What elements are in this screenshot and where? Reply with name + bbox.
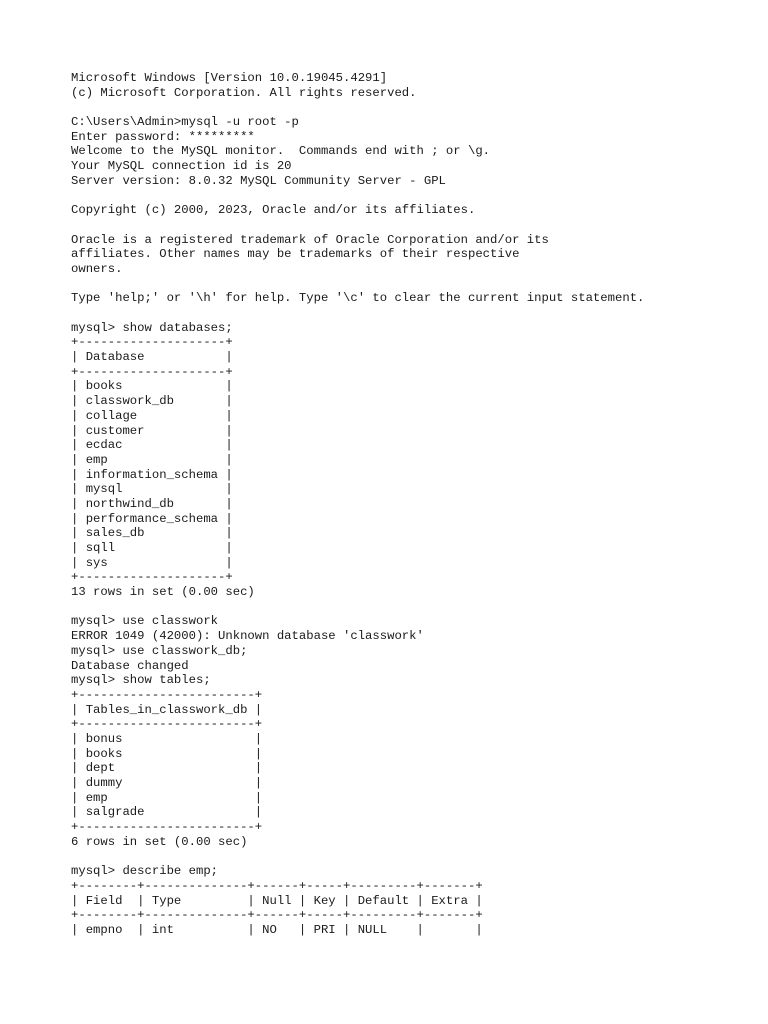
terminal-output — [71, 71, 644, 938]
terminal-line: owners. — [71, 261, 123, 276]
terminal-line: | classwork_db | — [71, 394, 233, 409]
terminal-line: | performance_schema | — [71, 511, 233, 526]
terminal-line: | sys | — [71, 555, 233, 570]
terminal-line: +--------+--------------+------+-----+---------+-------+ — [71, 878, 483, 893]
terminal-line: C:\Users\Admin>mysql -u root -p — [71, 115, 299, 130]
terminal-line: | bonus | — [71, 731, 263, 746]
terminal-line: | dummy | — [71, 776, 263, 790]
terminal-line: (c) Microsoft Corporation. All rights reserved. — [71, 85, 417, 100]
terminal-line: Microsoft Windows [Version 10.0.19045.4291] — [71, 71, 388, 85]
terminal-line — [71, 600, 644, 615]
terminal-line: | sales_db | — [71, 526, 233, 541]
terminal-line: mysql> show databases; — [71, 320, 233, 335]
terminal-line: 13 rows in set (0.00 sec) — [71, 585, 255, 600]
terminal-line: Enter password: ********* — [71, 129, 255, 144]
terminal-line: mysql> use classwork_db; — [71, 643, 248, 658]
terminal-line: | emp | — [71, 452, 233, 467]
terminal-line: Type 'help;' or '\h' for help. Type '\c' to clear the current input statement. — [71, 291, 645, 306]
terminal-line: ERROR 1049 (42000): Unknown database 'classwork' — [71, 629, 424, 644]
terminal-line: +--------------------+ — [71, 364, 233, 379]
terminal-line: +------------------------+ — [71, 820, 263, 835]
terminal-line: +--------------------+ — [71, 570, 233, 585]
terminal-line: | customer | — [71, 423, 233, 438]
terminal-line: | mysql | — [71, 482, 233, 497]
terminal-line: mysql> use classwork — [71, 614, 219, 629]
terminal-line: mysql> describe emp; — [71, 864, 219, 879]
terminal-line: | Tables_in_classwork_db | — [71, 702, 263, 717]
terminal-line: | books | — [71, 379, 233, 394]
terminal-line — [71, 277, 644, 292]
terminal-line: +--------+--------------+------+-----+---------+-------+ — [71, 908, 483, 923]
terminal-line — [71, 189, 644, 204]
terminal-line: Server version: 8.0.32 MySQL Community Server - GPL — [71, 173, 446, 188]
terminal-line — [71, 100, 644, 115]
terminal-line: mysql> show tables; — [71, 673, 211, 688]
terminal-line: affiliates. Other names may be trademarks of their respective — [71, 247, 520, 262]
terminal-line: +------------------------+ — [71, 717, 263, 732]
terminal-line: Database changed — [71, 658, 189, 673]
terminal-line: | salgrade | — [71, 805, 263, 820]
terminal-line: | Field | Type | Null | Key | Default | Extra | — [71, 893, 483, 908]
terminal-line: | emp | — [71, 790, 263, 805]
terminal-line: | information_schema | — [71, 467, 233, 482]
terminal-line: | Database | — [71, 350, 233, 365]
terminal-line — [71, 218, 644, 233]
terminal-line: | ecdac | — [71, 438, 233, 453]
terminal-line: Your MySQL connection id is 20 — [71, 159, 292, 174]
terminal-line: | empno | int | NO | PRI | NULL | | — [71, 922, 483, 937]
terminal-line: +--------------------+ — [71, 335, 233, 350]
terminal-line: | dept | — [71, 761, 263, 776]
terminal-line: +------------------------+ — [71, 687, 263, 702]
terminal-line — [71, 306, 644, 321]
terminal-line: | books | — [71, 746, 263, 761]
terminal-line — [71, 849, 644, 864]
terminal-line: | collage | — [71, 408, 233, 423]
terminal-line: Oracle is a registered trademark of Oracle Corporation and/or its — [71, 232, 549, 247]
terminal-line: 6 rows in set (0.00 sec) — [71, 834, 248, 849]
terminal-line: Welcome to the MySQL monitor. Commands end with ; or \g. — [71, 144, 491, 159]
terminal-line: | northwind_db | — [71, 496, 233, 511]
terminal-line: | sqll | — [71, 541, 233, 555]
terminal-line: Copyright (c) 2000, 2023, Oracle and/or its affiliates. — [71, 203, 476, 218]
